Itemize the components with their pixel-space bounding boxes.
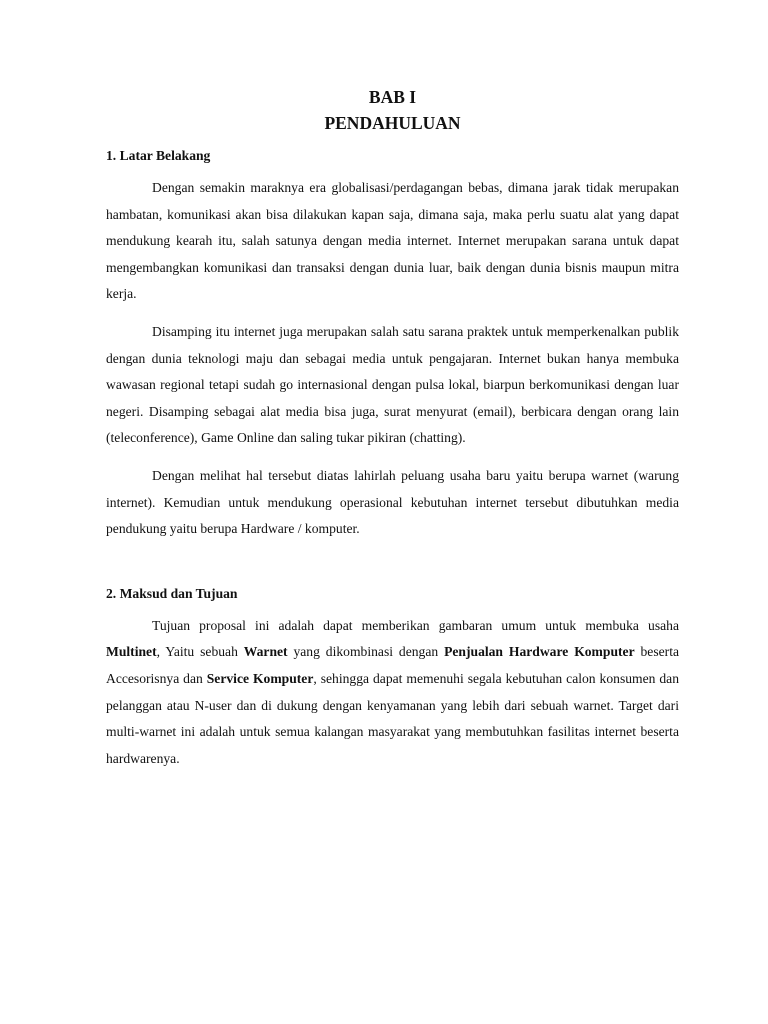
paragraph-text: beserta Accesorisnya dan — [106, 644, 679, 686]
chapter-number: BAB I — [368, 87, 417, 107]
paragraph-text: Tujuan proposal ini adalah dapat memberikan gambaran umum untuk membuka usaha — [152, 617, 679, 633]
paragraph-maksud-tujuan — [106, 613, 679, 773]
chapter-title: PENDAHULUAN — [324, 113, 461, 133]
paragraph-text: yang dikombinasi dengan — [287, 644, 445, 660]
bold-term-service-komputer: Service Komputer — [206, 670, 314, 686]
section-heading-maksud-tujuan: 2. Maksud dan Tujuan — [106, 585, 238, 601]
paragraph-text: , sehingga dapat memenuhi segala kebutuhan calon konsumen dan pelanggan atau N-user dan di dukung dengan kenyamanan yang lebih dari sebuah warnet. Target dari multi-warnet ini adalah untuk semua kalangan masyarakat yang membutuhkan fasilitas internet beserta hardwarenya. — [106, 670, 680, 766]
paragraph-latar-belakang-2: Disamping itu internet juga merupakan salah satu sarana praktek untuk memperkenalkan publik dengan dunia teknologi maju dan sebagai media untuk pengajaran. Internet bukan hanya membuka wawasan regional tetapi sudah go internasional dengan pulsa lokal, biarpun berkomunikasi dengan luar negeri. Disamping sebagai alat media bisa juga, surat menyurat (email), berbicara dengan orang lain (teleconference), Game Online dan saling tukar pikiran (chatting). — [106, 323, 679, 446]
bold-term-multinet: Multinet — [106, 644, 157, 660]
paragraph-latar-belakang-3: Dengan melihat hal tersebut diatas lahirlah peluang usaha baru yaitu berupa warnet (warung internet). Kemudian untuk mendukung operasional kebutuhan internet tersebut dibutuhkan media pendukung yaitu berupa Hardware / komputer. — [106, 467, 679, 537]
section-heading-latar-belakang: 1. Latar Belakang — [106, 148, 211, 163]
chapter-title-block — [106, 84, 679, 136]
bold-term-warnet: Warnet — [243, 644, 288, 660]
section-spacer — [106, 554, 679, 584]
paragraph-latar-belakang-1: Dengan semakin maraknya era globalisasi/perdagangan bebas, dimana jarak tidak merupakan hambatan, komunikasi akan bisa dilakukan kapan saja, dimana saja, maka perlu suatu alat yang dapat mendukung kearah itu, salah satunya dengan media internet. Internet merupakan sarana untuk dapat mengembangkan komunikasi dan transaksi dengan dunia luar, baik dengan dunia bisnis maupun mitra kerja. — [106, 180, 679, 302]
paragraph-text: , Yaitu sebuah — [156, 644, 244, 660]
bold-term-penjualan-hardware: Penjualan Hardware Komputer — [444, 644, 635, 660]
